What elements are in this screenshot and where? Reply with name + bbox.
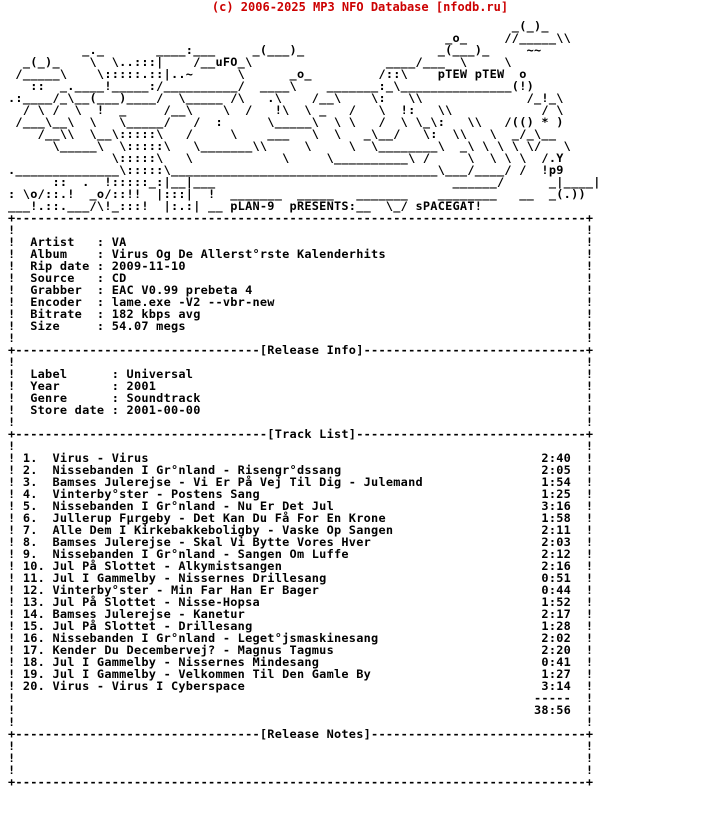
nfo-text-body: _(_)_ _o_ //_____\\ _._ ____:___ _(___)_ _(___)_ ~~ _(_)_ \ \..:::| /__uFO_\ ____/___ \ \ /_____\ \:::::.::|..~ \ _o_ /::\ pTEW pTEW o :: _.____!_____:/__________/ ____\ _______:_\_______________(!) .:____/_\__(___)____/ \_____ /\ .\ /__\ \: \\ /_!_\ / \ / \ ! _ /__\ \ / !\ \ _ / \ !: \\ / \ /___\__\ \ \_____/ / : \_____\ \ \ / \ \_\: \\ /(() * ) /__\\ \__\:::::\ / \ ___ \ \ _\__/ \: \\ \ _/_\__ \_____\ \:::::\ \_______\\ \ \ \________\ _\ \ \ \ \/ \ \:::::\ \ \ \__________\ / \ \ \ \ /.Y .______________\:::::\____________________________________\___/____/ / !p9 :: . !:::::_:|__|___ ______/ _|____| : \o/::.! _o/::!! |:::| ! _______ _____ _______ ________ __ _(.)) ___!.::.___/\!_:::! |:.:| __ pLAN-9 pRESENTS:__ \_/ sPACEGAT! +-----------------------------------------------------------------------------+ ! ! ! Artist : VA ! ! Album : Virus Og De Allerst°rste Kalenderhits ! ! Rip date : 2009-11-10 ! ! Source : CD ! ! Grabber : EAC V0.99 prebeta 4 ! ! Encoder : lame.exe -V2 --vbr-new ! ! Bitrate : 182 kbps avg ! ! Size : 54.07 megs ! ! ! +---------------------------------[Release Info]------------------------------+ ! ! ! Label : Universal ! ! Year : 2001 ! ! Genre : Soundtrack ! ! Store date : 2001-00-00 ! ! ! +----------------------------------[Track List]-------------------------------+ ! ! ! 1. Virus - Virus 2:40 ! ! 2. Nissebanden I Gr°nland - Risengr°dssang 2:05 ! ! 3. Bamses Julerejse - Vi Er På Vej Til Dig - Julemand 1:54 ! ! 4. Vinterby°ster - Postens Sang 1:25 ! ! 5. Nissebanden I Gr°nland - Nu Er Det Jul 3:16 ! ! 6. Jullerup Fµrgeby - Det Kan Du Få For En Krone 1:58 ! ! 7. Alle Dem I Kirkebakkeboligby - Vaske Op Sangen 2:11 ! ! 8. Bamses Julerejse - Skal Vi Bytte Vores Hver 2:03 ! ! 9. Nissebanden I Gr°nland - Sangen Om Luffe 2:12 ! ! 10. Jul På Slottet - Alkymistsangen 2:16 ! ! 11. Jul I Gammelby - Nissernes Drillesang 0:51 ! ! 12. Vinterby°ster - Min Far Han Er Bager 0:44 ! ! 13. Jul På Slottet - Nisse-Hopsa 1:52 ! ! 14. Bamses Julerejse - Kanetur 2:17 ! ! 15. Jul På Slottet - Drillesang 1:28 ! ! 16. Nissebanden I Gr°nland - Leget°jsmaskinesang 2:02 ! ! 17. Kender Du Decembervej? - Magnus Tagmus 2:20 ! ! 18. Jul I Gammelby - Nissernes Mindesang 0:41 ! ! 19. Jul I Gammelby - Velkommen Til Den Gamle By 1:27 ! ! 20. Virus - Virus I Cyberspace 3:14 ! ! ----- ! ! 38:56 ! ! ! +---------------------------------[Release Notes]-----------------------------+ ! ! ! ! ! ! +-----------------------------------------------------------------------------+ [8,19,601,789]
site-header-link[interactable]: (c) 2006-2025 MP3 NFO Database [nfodb.ru] [211,0,509,14]
